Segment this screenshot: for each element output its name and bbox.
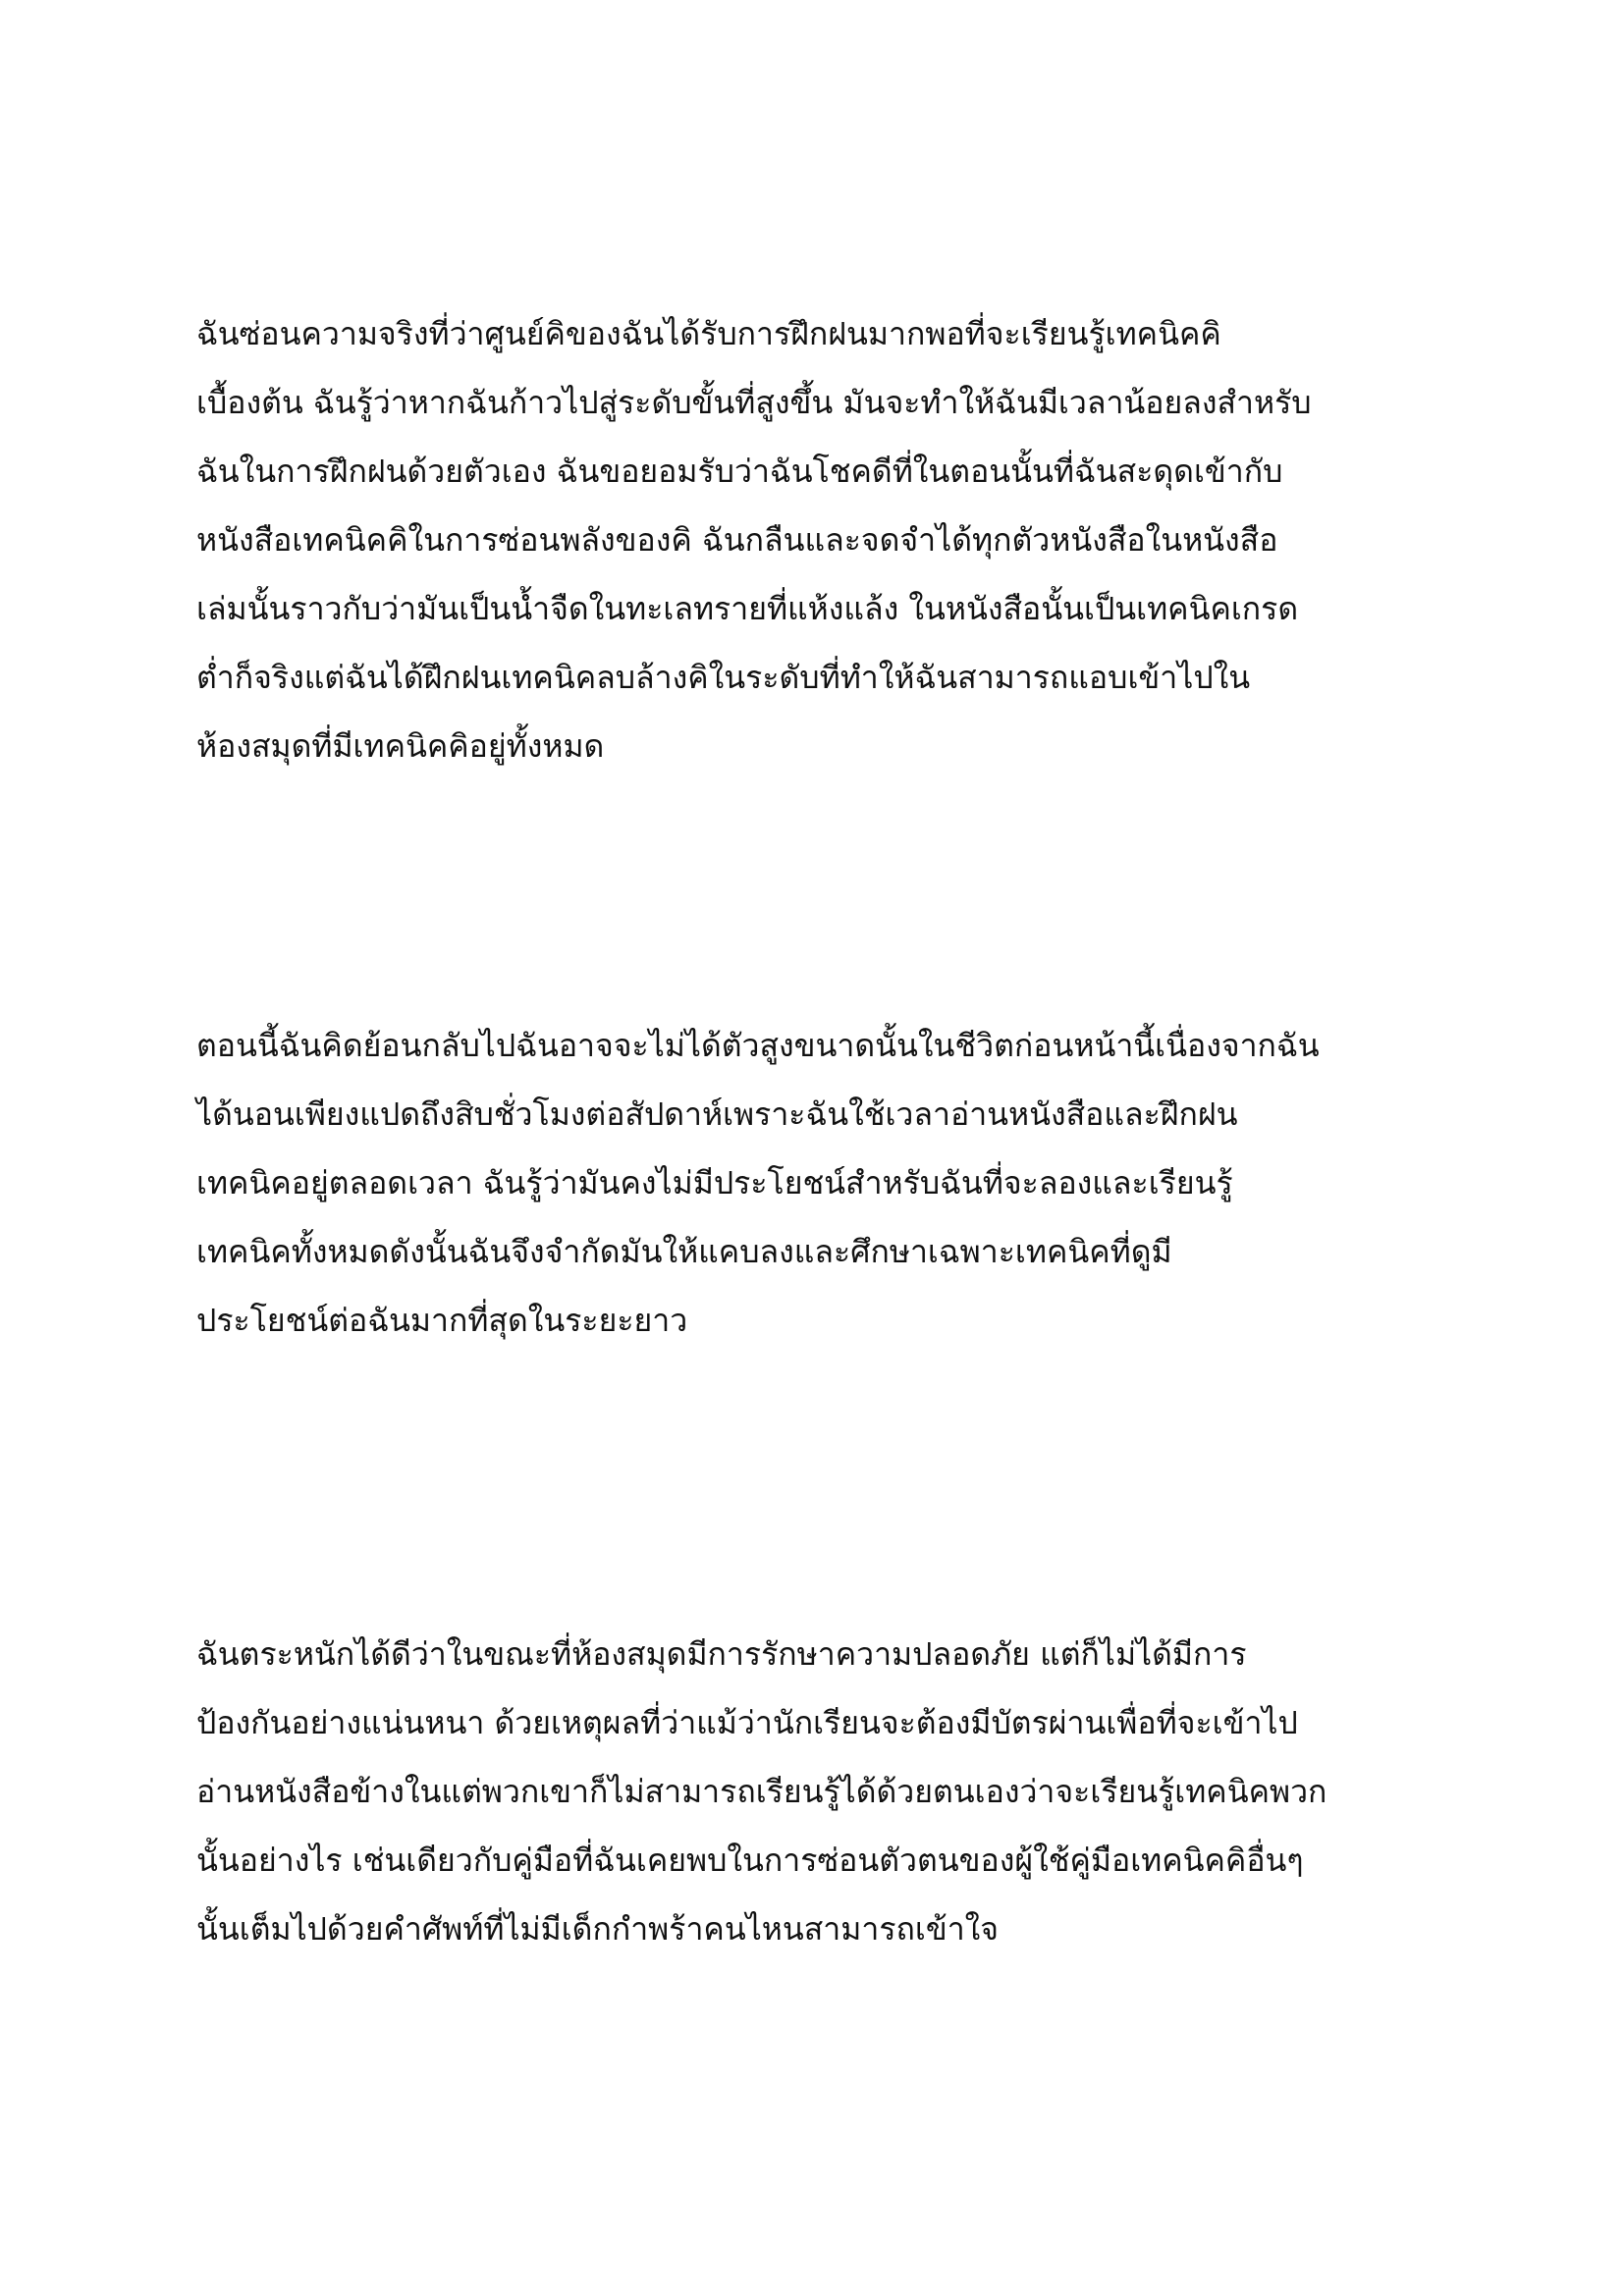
text-line: นั้นอย่างไร เช่นเดียวกับคู่มือที่ฉันเคยพบในการซ่อนตัวตนของผู้ใช้คู่มือเทคนิคคิอื่นๆ [196,1842,1304,1879]
text-line: ประโยชน์ต่อฉันมากที่สุดในระยะยาว [196,1302,688,1339]
paragraph-3 [196,1620,1453,1963]
text-line: ฉันตระหนักได้ดีว่าในขณะที่ห้องสมุดมีการรักษาความปลอดภัย แต่ก็ไม่ได้มีการ [196,1635,1247,1673]
text-line: นั้นเต็มไปด้วยคำศัพท์ที่ไม่มีเด็กกำพร้าคนไหนสามารถเข้าใจ [196,1910,1000,1948]
text-line: เบื้องต้น ฉันรู้ว่าหากฉันก้าวไปสู่ระดับขั้นที่สูงขึ้น มันจะทำให้ฉันมีเวลาน้อยลงสำหรับ [196,384,1312,421]
text-line: ได้นอนเพียงแปดถึงสิบชั่วโมงต่อสัปดาห์เพราะฉันใช้เวลาอ่านหนังสือและฝึกฝน [196,1095,1238,1133]
text-line: ต่ำก็จริงแต่ฉันได้ฝึกฝนเทคนิคลบล้างคิในระดับที่ทำให้ฉันสามารถแอบเข้าไปใน [196,659,1251,696]
text-line: ห้องสมุดที่มีเทคนิคคิอยู่ทั้งหมด [196,727,605,765]
text-line: อ่านหนังสือข้างในแต่พวกเขาก็ไม่สามารถเรียนรู้ได้ด้วยตนเองว่าจะเรียนรู้เทคนิคพวก [196,1773,1327,1810]
text-line: เล่มนั้นราวกับว่ามันเป็นน้ำจืดในทะเลทรายที่แห้งแล้ง ในหนังสือนั้นเป็นเทคนิคเกรด [196,590,1299,627]
text-line: ฉันซ่อนความจริงที่ว่าศูนย์คิของฉันได้รับการฝึกฝนมากพอที่จะเรียนรู้เทคนิคคิ [196,315,1221,352]
text-line: ป้องกันอย่างแน่นหนา ด้วยเหตุผลที่ว่าแม้ว่านักเรียนจะต้องมีบัตรผ่านเพื่อที่จะเข้าไป [196,1704,1298,1741]
paragraph-2 [196,1011,1453,1355]
text-line: หนังสือเทคนิคคิในการซ่อนพลังของคิ ฉันกลืนและจดจำได้ทุกตัวหนังสือในหนังสือ [196,521,1278,559]
text-line: ตอนนี้ฉันคิดย้อนกลับไปฉันอาจจะไม่ได้ตัวสูงขนาดนั้นในชีวิตก่อนหน้านี้เนื่องจากฉัน [196,1027,1320,1064]
text-line: เทคนิคทั้งหมดดังนั้นฉันจึงจำกัดมันให้แคบลงและศึกษาเฉพาะเทคนิคที่ดูมี [196,1233,1172,1270]
paragraph-1 [196,299,1453,780]
text-line: ฉันในการฝึกฝนด้วยตัวเอง ฉันขอยอมรับว่าฉันโชคดีที่ในตอนนั้นที่ฉันสะดุดเข้ากับ [196,453,1283,490]
text-line: เทคนิคอยู่ตลอดเวลา ฉันรู้ว่ามันคงไม่มีประโยชน์สำหรับฉันที่จะลองและเรียนรู้ [196,1164,1233,1201]
